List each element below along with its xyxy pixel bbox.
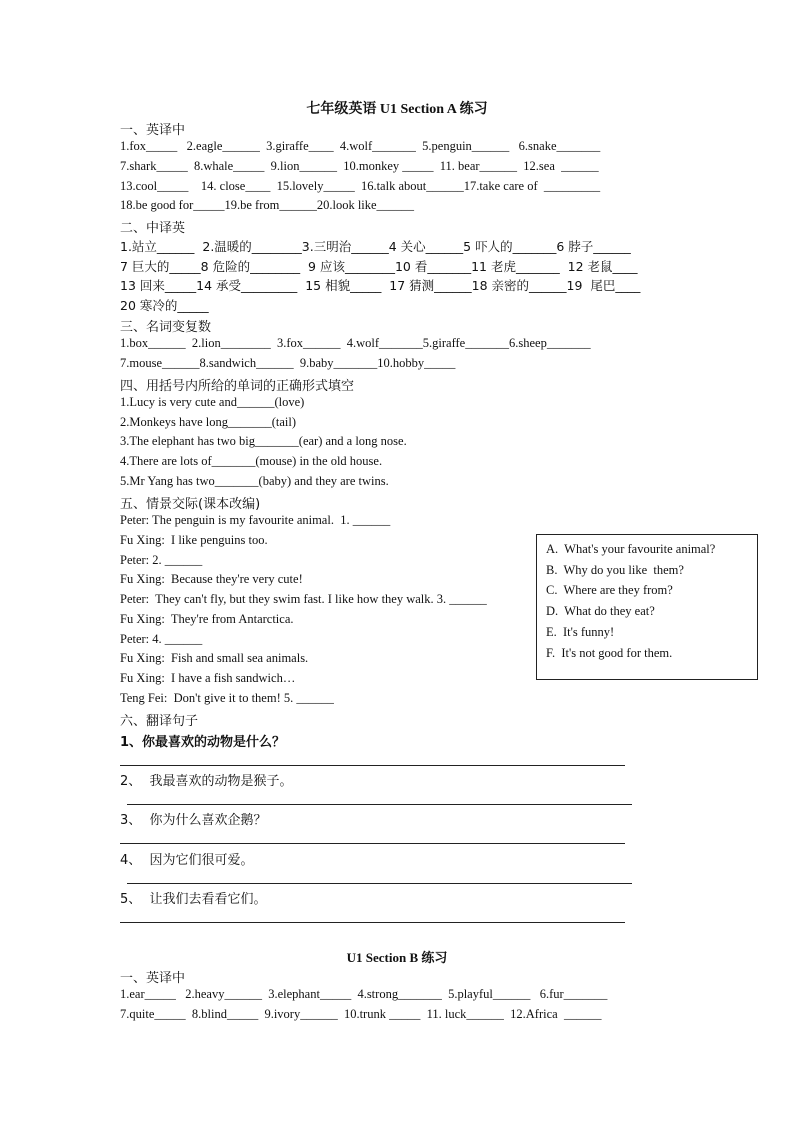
option-item: A. What's your favourite animal? <box>546 542 716 556</box>
exercise-line: 1.站立______ 2.温暖的________3.三明治______4 关心______5 吓人的_______6 脖子______ <box>120 239 631 254</box>
section-heading: 四、用括号内所给的单词的正确形式填空 <box>120 379 355 394</box>
answer-line <box>120 765 625 766</box>
exercise-line: 3.The elephant has two big_______(ear) and a long nose. <box>120 434 407 448</box>
exercise-line: 4.There are lots of_______(mouse) in the old house. <box>120 454 383 468</box>
exercise-line: 7.shark_____ 8.whale_____ 9.lion______ 10.monkey _____ 11. bear______ 12.sea ______ <box>120 159 599 173</box>
answer-line <box>120 843 625 844</box>
exercise-line: 1.fox_____ 2.eagle______ 3.giraffe____ 4.wolf_______ 5.penguin______ 6.snake_______ <box>120 139 601 153</box>
answer-line <box>127 804 632 805</box>
section-heading: 三、名词变复数 <box>120 320 212 335</box>
dialogue-line: Fu Xing: They're from Antarctica. <box>120 612 294 626</box>
option-item: E. It's funny! <box>546 625 615 639</box>
section-heading: 一、英译中 <box>120 123 186 138</box>
dialogue-line: Peter: They can't fly, but they swim fast. I like how they walk. 3. ______ <box>120 592 487 606</box>
dialogue-line: Fu Xing: I have a fish sandwich… <box>120 671 296 685</box>
exercise-line: 20 寒冷的_____ <box>120 298 209 313</box>
translate-item: 1、你最喜欢的动物是什么？ <box>120 735 286 750</box>
section-b-title: U1 Section B 练习 <box>346 950 448 965</box>
dialogue-line: Peter: 2. ______ <box>120 553 203 567</box>
section-heading: 六、翻译句子 <box>120 714 199 729</box>
translate-item: 4、 因为它们很可爱。 <box>120 853 254 868</box>
exercise-line: 1.box______ 2.lion________ 3.fox______ 4.wolf_______5.giraffe_______6.sheep_______ <box>120 336 591 350</box>
dialogue-line: Fu Xing: Because they're very cute! <box>120 572 303 586</box>
exercise-line: 18.be good for_____19.be from______20.look like______ <box>120 198 415 212</box>
dialogue-line: Fu Xing: Fish and small sea animals. <box>120 651 309 665</box>
exercise-line: 1.ear_____ 2.heavy______ 3.elephant_____ 4.strong_______ 5.playful______ 6.fur_______ <box>120 987 608 1001</box>
section-heading: 五、情景交际(课本改编) <box>120 497 261 512</box>
dialogue-line: Fu Xing: I like penguins too. <box>120 533 268 547</box>
translate-item: 2、 我最喜欢的动物是猴子。 <box>120 774 293 789</box>
translate-item: 5、 让我们去看看它们。 <box>120 892 267 907</box>
exercise-line: 7 巨大的_____8 危险的________ 9 应该________10 看_______11 老虎_______ 12 老鼠____ <box>120 259 638 274</box>
option-item: B. Why do you like them? <box>546 563 684 577</box>
dialogue-line: Peter: 4. ______ <box>120 632 203 646</box>
exercise-line: 13 回来_____14 承受_________ 15 相貌_____ 17 猜测______18 亲密的______19 尾巴____ <box>120 278 641 293</box>
option-item: D. What do they eat? <box>546 604 655 618</box>
exercise-line: 2.Monkeys have long_______(tail) <box>120 415 297 429</box>
answer-line <box>127 883 632 884</box>
answer-line <box>120 922 625 923</box>
section-heading: 一、英译中 <box>120 971 186 986</box>
page-title: 七年级英语 U1 Section A 练习 <box>306 102 488 117</box>
exercise-line: 7.mouse______8.sandwich______ 9.baby_______10.hobby_____ <box>120 356 456 370</box>
dialogue-line: Teng Fei: Don't give it to them! 5. ______ <box>120 691 334 705</box>
exercise-line: 5.Mr Yang has two_______(baby) and they are twins. <box>120 474 389 488</box>
translate-item: 3、 你为什么喜欢企鹅？ <box>120 813 267 828</box>
section-heading: 二、中译英 <box>120 221 186 236</box>
option-item: F. It's not good for them. <box>546 646 673 660</box>
option-item: C. Where are they from? <box>546 583 673 597</box>
exercise-line: 7.quite_____ 8.blind_____ 9.ivory______ 10.trunk _____ 11. luck______ 12.Africa ______ <box>120 1007 602 1021</box>
exercise-line: 13.cool_____ 14. close____ 15.lovely_____ 16.talk about______17.take care of _________ <box>120 179 601 193</box>
exercise-line: 1.Lucy is very cute and______(love) <box>120 395 305 409</box>
dialogue-line: Peter: The penguin is my favourite animal. 1. ______ <box>120 513 391 527</box>
